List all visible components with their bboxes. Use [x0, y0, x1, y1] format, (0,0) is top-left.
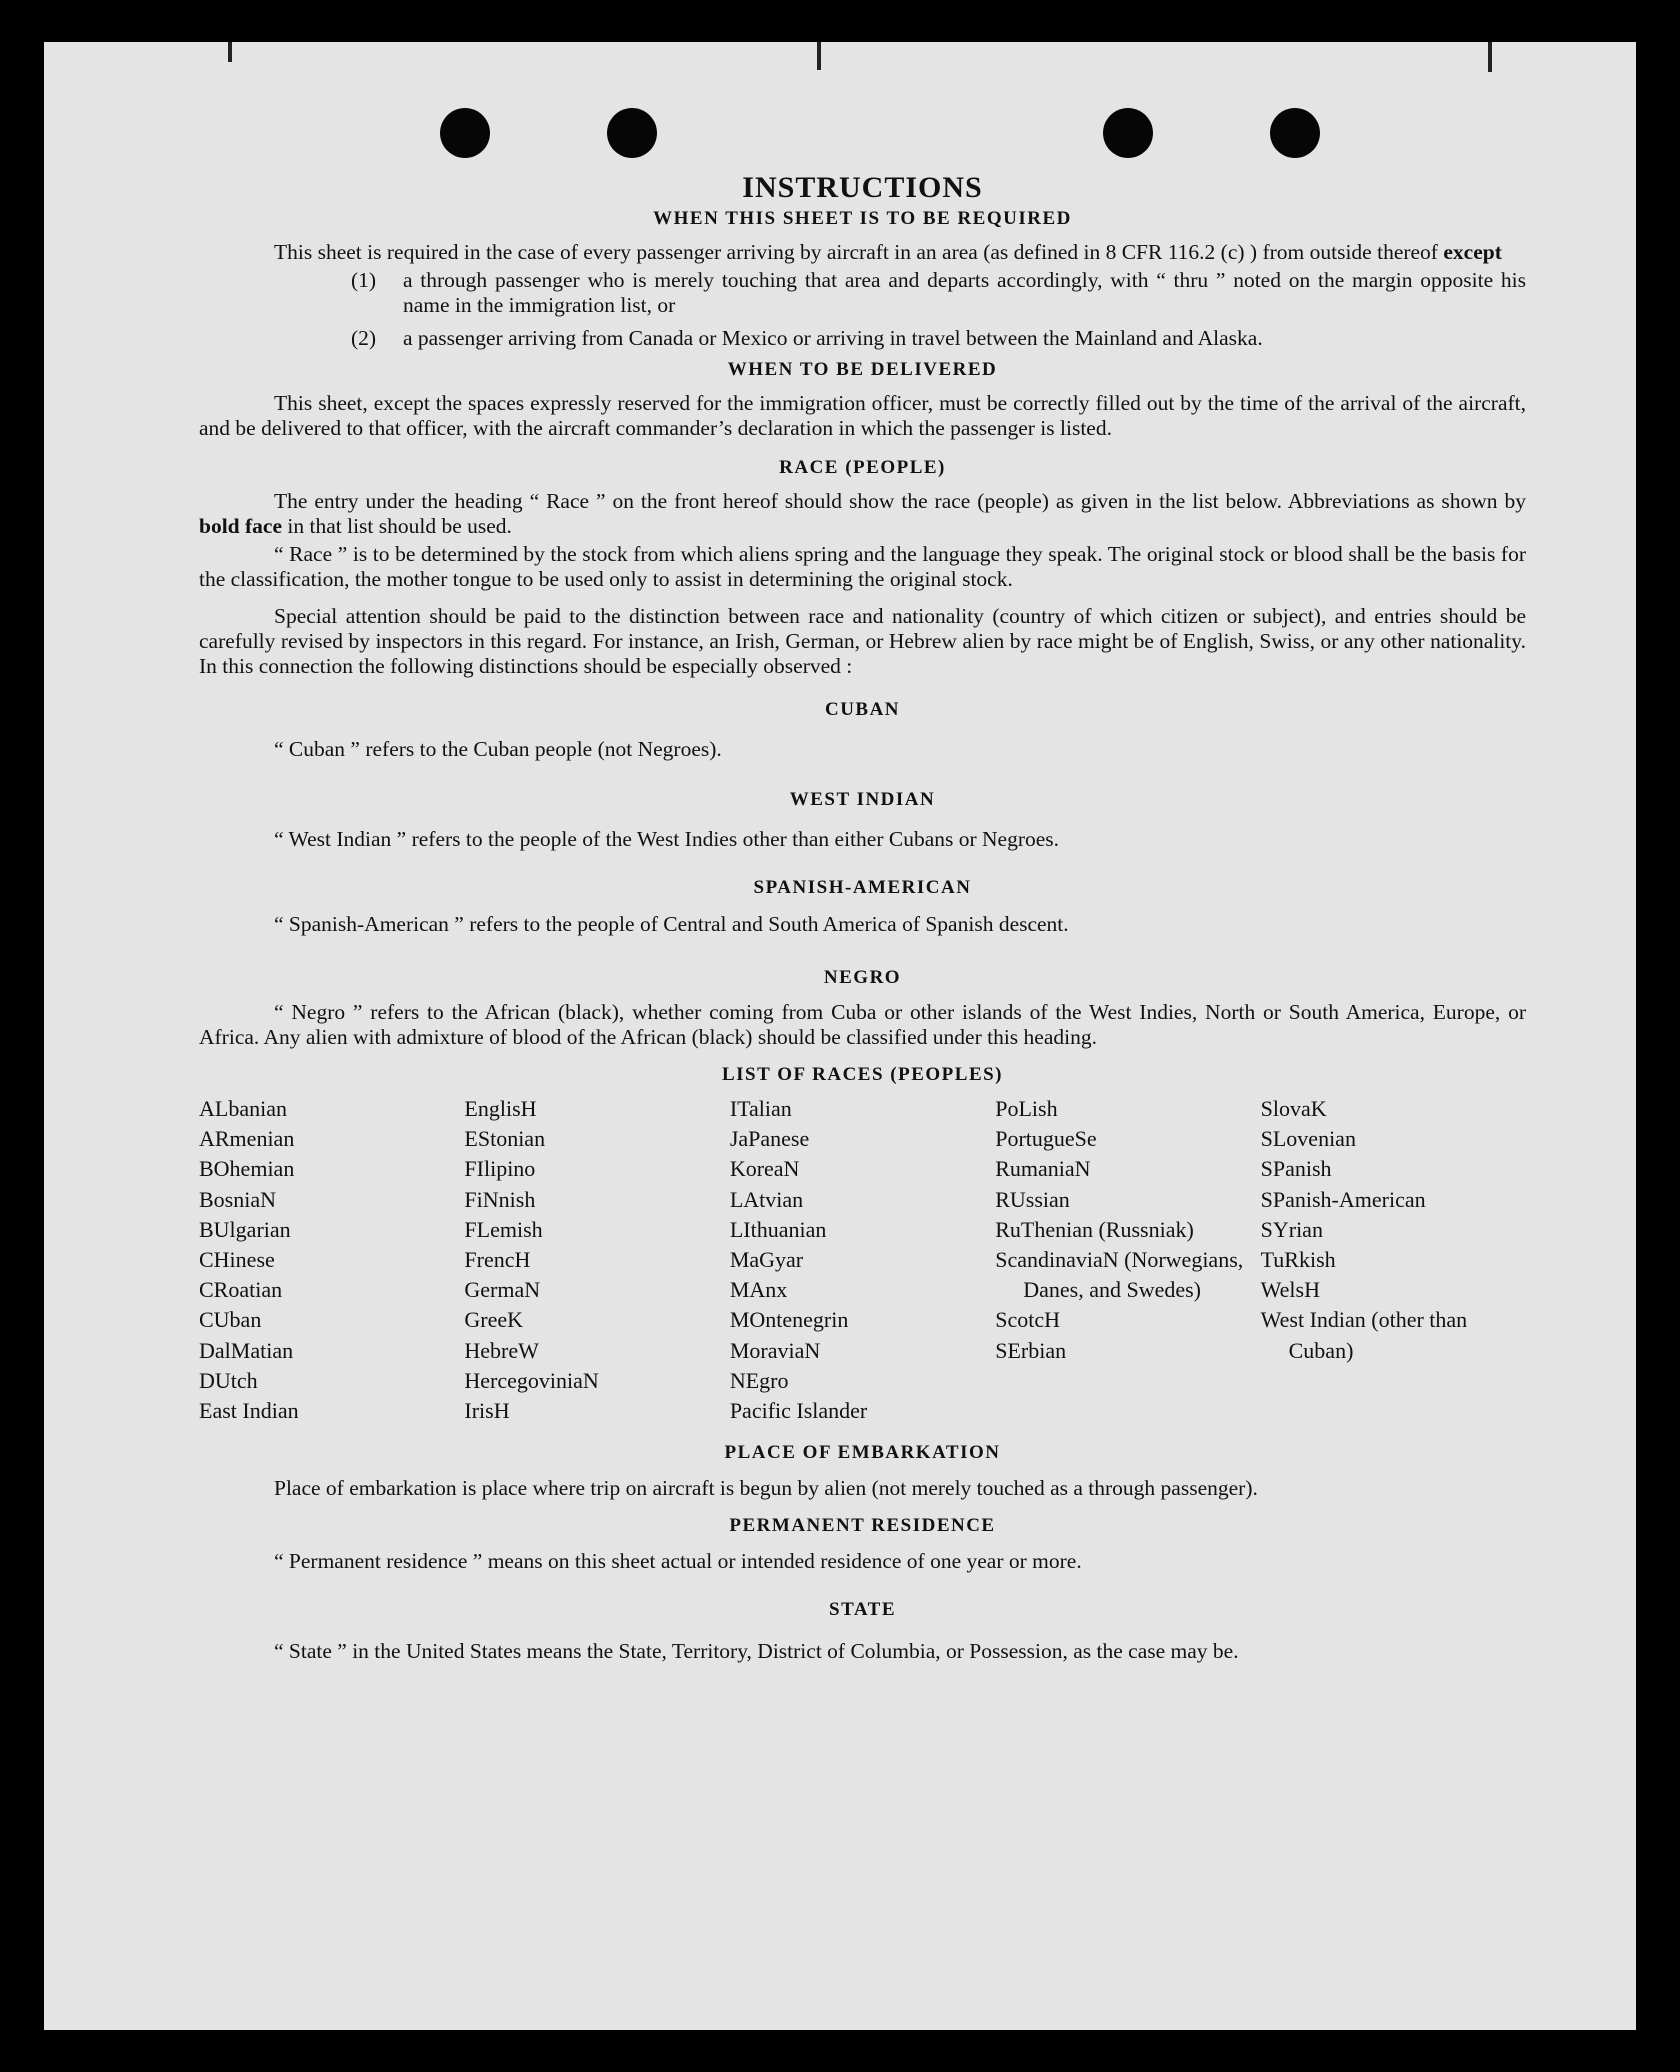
race-entry: LAtvian — [729, 1186, 804, 1212]
heading-when-delivered: WHEN TO BE DELIVERED — [727, 359, 998, 380]
race-p1-bold: bold face — [199, 514, 283, 538]
race-entry: SYrian — [1260, 1216, 1323, 1242]
race-entry: BUlgarian — [199, 1216, 291, 1242]
item-number: (2) — [351, 326, 377, 350]
race-entry: East Indian — [199, 1398, 299, 1424]
heading-cuban: CUBAN — [824, 699, 901, 720]
race-entry: ALbanian — [199, 1096, 287, 1121]
punch-hole — [607, 108, 657, 158]
race-entry: SPanish — [1260, 1156, 1332, 1182]
race-entry: GermaN — [464, 1277, 541, 1303]
paragraph-when-delivered: This sheet, except the spaces expressly reserved for the immigration officer, must be correctly filled out by the time of the arrival of the aircraft, and be delivered to that officer, with the aircraft commander’s declaration in which the passenger is listed. — [199, 391, 1526, 440]
race-entry: KoreaN — [729, 1156, 800, 1182]
race-entry: MAnx — [729, 1277, 788, 1303]
paragraph-cuban: “ Cuban ” refers to the Cuban people (not Negroes). — [274, 737, 722, 761]
race-p1-before: The entry under the heading “ Race ” on the front hereof should show the race (people) as given in the list below. Abbreviations as shown by — [274, 489, 1526, 513]
race-entry: RuThenian (Russniak) — [995, 1216, 1194, 1242]
race-entry: WelsH — [1260, 1277, 1320, 1303]
heading-permanent-residence: PERMANENT RESIDENCE — [729, 1515, 996, 1537]
race-entry: DalMatian — [199, 1337, 294, 1363]
document-page — [44, 42, 1636, 2030]
race-entry: FLemish — [464, 1216, 543, 1242]
paragraph-negro: “ Negro ” refers to the African (black), whether coming from Cuba or other islands of the West Indies, North or South America, Europe, or Africa. Any alien with admixture of blood of the African (black) should be classified under this heading. — [199, 1000, 1526, 1049]
intro-text: This sheet is required in the case of every passenger arriving by aircraft in an area (as defined in 8 CFR 116.2 (c) ) from outside thereof — [274, 240, 1438, 264]
race-entry: SLovenian — [1260, 1126, 1356, 1152]
race-column — [730, 1094, 995, 1426]
race-entry: CHinese — [199, 1247, 275, 1273]
race-p1-after: in that list should be used. — [287, 514, 512, 538]
paragraph-race-3: Special attention should be paid to the distinction between race and nationality (country of which citizen or subject), and entries should be carefully revised by inspectors in this regard. For instance, an Irish, German, or Hebrew alien by race might be of English, Swiss, or any other nationality. In this connection the following distinctions should be especially observed : — [199, 604, 1526, 678]
paragraph-race-1 — [199, 489, 1526, 539]
race-entry: FIlipino — [464, 1156, 536, 1182]
race-entry: SErbian — [995, 1337, 1067, 1363]
race-entry: NEgro — [729, 1367, 789, 1393]
heading-embarkation: PLACE OF EMBARKATION — [724, 1442, 1001, 1464]
item-number: (1) — [351, 268, 377, 292]
race-entry: GreeK — [464, 1307, 524, 1333]
punch-hole — [1270, 108, 1320, 158]
race-entry: CRoatian — [199, 1277, 283, 1303]
race-entry: EStonian — [464, 1126, 546, 1152]
paragraph-permanent-residence: “ Permanent residence ” means on this sheet actual or intended residence of one year or more. — [274, 1549, 1082, 1574]
heading-spanish-american: SPANISH-AMERICAN — [753, 877, 972, 898]
race-entry: ARmenian — [199, 1126, 295, 1152]
item-text: a passenger arriving from Canada or Mexico or arriving in travel between the Mainland and Alaska. — [403, 326, 1263, 350]
race-entry: LIthuanian — [729, 1216, 827, 1242]
heading-state: STATE — [829, 1599, 896, 1621]
race-entry: ScotcH — [995, 1307, 1060, 1333]
race-column — [199, 1094, 464, 1426]
instructions-content — [199, 170, 1526, 1667]
race-entry: DUtch — [199, 1367, 258, 1393]
race-entry: ITalian — [729, 1096, 792, 1121]
race-entry: BOhemian — [199, 1156, 295, 1182]
race-entry: SPanish-American — [1260, 1186, 1426, 1212]
heading-when-required: WHEN THIS SHEET IS TO BE REQUIRED — [653, 208, 1072, 229]
race-entry: HebreW — [464, 1337, 539, 1363]
race-entry: Pacific Islander — [729, 1398, 868, 1424]
item-text: a through passenger who is merely touching that area and departs accordingly, with “ thru ” noted on the margin opposite his name in the immigration list, or — [403, 268, 1526, 317]
race-entry: PortugueSe — [995, 1126, 1097, 1152]
paragraph-spanish-american: “ Spanish-American ” refers to the people of Central and South America of Spanish descent. — [274, 912, 1069, 936]
race-entry: West Indian (other than Cuban) — [1260, 1307, 1468, 1363]
race-entry: FrencH — [464, 1247, 531, 1273]
paragraph-west-indian: “ West Indian ” refers to the people of the West Indies other than either Cubans or Negroes. — [274, 827, 1060, 851]
scan-mark — [817, 42, 821, 70]
punch-hole — [440, 108, 490, 158]
scan-mark — [228, 42, 232, 62]
race-entry: MOntenegrin — [729, 1307, 849, 1333]
race-entry: IrisH — [464, 1398, 510, 1424]
scan-mark — [1488, 42, 1492, 72]
paragraph-race-2: “ Race ” is to be determined by the stock from which aliens spring and the language they speak. The original stock or blood shall be the basis for the classification, the mother tongue to be used only to assist in determining the original stock. — [199, 542, 1526, 591]
heading-list-of-races: LIST OF RACES (PEOPLES) — [721, 1064, 1004, 1085]
race-column — [464, 1094, 729, 1426]
paragraph-state: “ State ” in the United States means the State, Territory, District of Columbia, or Possession, as the case may be. — [274, 1639, 1239, 1664]
heading-negro: NEGRO — [823, 967, 902, 988]
race-entry: SlovaK — [1260, 1096, 1327, 1121]
race-entry: RUssian — [995, 1186, 1070, 1212]
race-entry: JaPanese — [729, 1126, 810, 1152]
race-entry: CUban — [199, 1307, 262, 1333]
race-entry: FiNnish — [464, 1186, 536, 1212]
paragraph-when-required — [199, 240, 1526, 265]
race-entry: MaGyar — [729, 1247, 804, 1273]
race-entry: BosniaN — [199, 1186, 276, 1212]
heading-west-indian: WEST INDIAN — [789, 789, 936, 810]
intro-bold: except — [1443, 240, 1502, 264]
race-entry: EnglisH — [464, 1096, 537, 1121]
race-entry: RumaniaN — [995, 1156, 1091, 1182]
paragraph-embarkation: Place of embarkation is place where trip on aircraft is begun by alien (not merely touched as a through passenger). — [274, 1476, 1258, 1501]
race-entry: TuRkish — [1260, 1247, 1336, 1273]
exception-item — [351, 326, 1526, 351]
race-column — [1261, 1094, 1526, 1426]
race-entry: PoLish — [995, 1096, 1058, 1121]
race-entry: ScandinaviaN (Norwegians, Danes, and Swedes) — [995, 1247, 1244, 1303]
page-title: INSTRUCTIONS — [742, 171, 983, 204]
race-entry: MoraviaN — [729, 1337, 821, 1363]
exception-item — [351, 268, 1526, 318]
heading-race: RACE (PEOPLE) — [779, 457, 946, 478]
punch-hole — [1103, 108, 1153, 158]
race-list — [199, 1094, 1526, 1426]
race-column — [995, 1094, 1260, 1426]
race-entry: HercegoviniaN — [464, 1367, 599, 1393]
